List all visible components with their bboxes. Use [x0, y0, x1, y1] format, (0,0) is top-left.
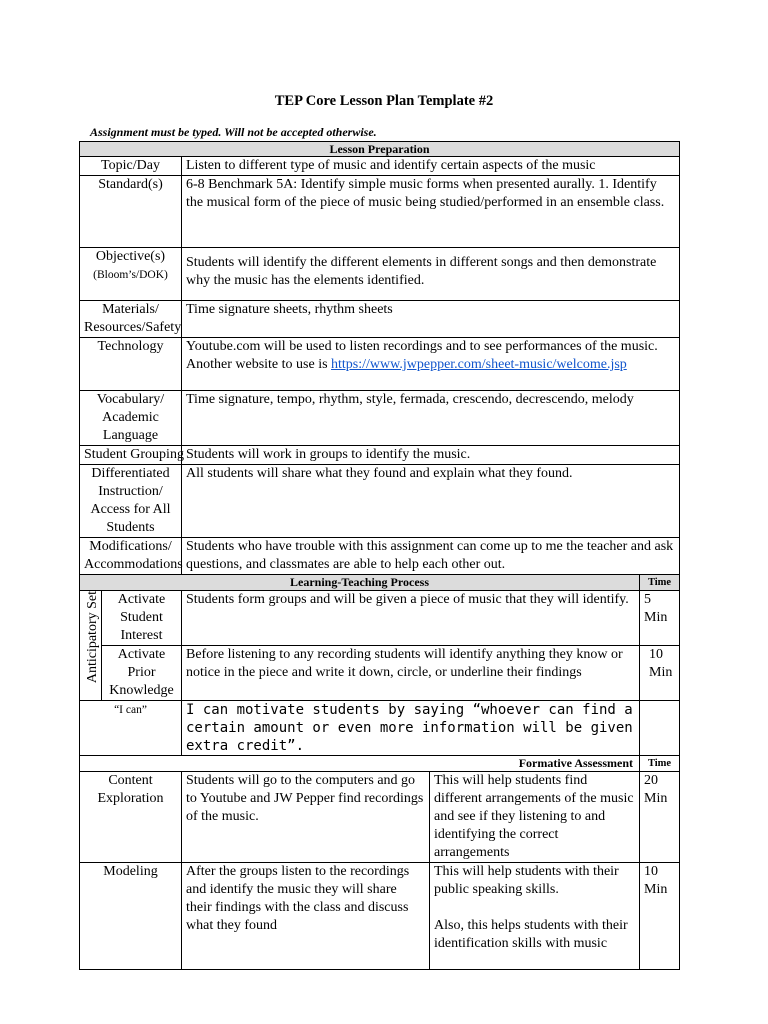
vocabulary-label: Vocabulary/ Academic Language	[80, 391, 182, 446]
content-exploration-row	[80, 772, 680, 863]
materials-text: Time signature sheets, rhythm sheets	[182, 301, 680, 338]
technology-text: Youtube.com will be used to listen recordings and to see performances of the music. Another website to use is	[186, 339, 658, 372]
activate-interest-row	[80, 591, 680, 646]
technology-cell	[182, 338, 680, 391]
typed-notice: Assignment must be typed. Will not be accepted otherwise.	[90, 125, 377, 139]
lesson-preparation-header	[80, 142, 680, 157]
content-exploration-label: Content Exploration	[80, 772, 182, 863]
standards-label: Standard(s)	[80, 176, 182, 248]
materials-label: Materials/ Resources/Safety	[80, 301, 182, 338]
assessment-time-heading: Time	[640, 756, 680, 772]
i-can-time	[640, 701, 680, 756]
activate-interest-text: Students form groups and will be given a piece of music that they will identify.	[182, 591, 640, 646]
anticipatory-set-cell	[80, 591, 102, 701]
objectives-text: Students will identify the different elements in different songs and then demonstrate why the music has the elements identified.	[182, 248, 680, 301]
jwpepper-link[interactable]: https://www.jwpepper.com/sheet-music/welcome.jsp	[331, 357, 627, 372]
differentiated-label: Differentiated Instruction/ Access for All Students	[80, 465, 182, 538]
standards-row	[80, 176, 680, 248]
lesson-preparation-heading: Lesson Preparation	[80, 142, 680, 157]
content-exploration-time: 20 Min	[640, 772, 680, 863]
activate-knowledge-row	[80, 646, 680, 701]
learning-process-header	[80, 575, 680, 591]
paragraph-gap	[434, 899, 635, 917]
technology-label: Technology	[80, 338, 182, 391]
i-can-text: I can motivate students by saying “whoever can find a certain amount or even more information will be given extra credit”.	[182, 701, 640, 756]
page-title: TEP Core Lesson Plan Template #2	[274, 93, 494, 109]
objectives-label-line1: Objective(s)	[95, 249, 166, 264]
grouping-label: Student Grouping	[80, 446, 182, 465]
objectives-label-line2: (Bloom’s/DOK)	[93, 269, 168, 281]
learning-process-heading: Learning-Teaching Process	[80, 575, 640, 591]
differentiated-row	[80, 465, 680, 538]
activate-knowledge-label: Activate Prior Knowledge	[102, 646, 182, 701]
learning-time-heading: Time	[640, 575, 680, 591]
modeling-time: 10 Min	[640, 863, 680, 970]
grouping-text: Students will work in groups to identify the music.	[182, 446, 680, 465]
technology-row	[80, 338, 680, 391]
content-exploration-text: Students will go to the computers and go to Youtube and JW Pepper find recordings of the music.	[182, 772, 430, 863]
topic-row	[80, 157, 680, 176]
activate-knowledge-time: 10 Min	[640, 646, 680, 701]
modeling-row	[80, 863, 680, 970]
topic-label: Topic/Day	[80, 157, 182, 176]
formative-assessment-heading: Formative Assessment	[80, 756, 640, 772]
modeling-assessment-1: This will help students with their public speaking skills.	[434, 864, 619, 897]
topic-text: Listen to different type of music and identify certain aspects of the music	[182, 157, 680, 176]
lesson-plan-table	[79, 141, 680, 970]
i-can-row	[80, 701, 680, 756]
modifications-row	[80, 538, 680, 575]
i-can-label: “I can”	[80, 701, 182, 756]
modeling-assessment-cell	[430, 863, 640, 970]
anticipatory-set-label: Anticipatory Set	[85, 591, 100, 684]
objectives-row	[80, 248, 680, 301]
formative-assessment-header	[80, 756, 680, 772]
standards-text: 6-8 Benchmark 5A: Identify simple music forms when presented aurally. 1. Identify the musical form of the piece of music being studied/performed in an ensemble class.	[182, 176, 680, 248]
vocabulary-row	[80, 391, 680, 446]
differentiated-text: All students will share what they found and explain what they found.	[182, 465, 680, 538]
content-exploration-assessment: This will help students find different arrangements of the music and see if they listening to and identifying the correct arrangements	[430, 772, 640, 863]
vocabulary-text: Time signature, tempo, rhythm, style, fermada, crescendo, decrescendo, melody	[182, 391, 680, 446]
modifications-label: Modifications/ Accommodations	[80, 538, 182, 575]
modeling-text: After the groups listen to the recordings and identify the music they will share their findings with the class and discuss what they found	[182, 863, 430, 970]
activate-interest-label: Activate Student Interest	[102, 591, 182, 646]
modifications-text: Students who have trouble with this assignment can come up to me the teacher and ask questions, and classmates are able to help each other out.	[182, 538, 680, 575]
modeling-label: Modeling	[80, 863, 182, 970]
activate-knowledge-text: Before listening to any recording students will identify anything they know or notice in the piece and write it down, circle, or underline their findings	[182, 646, 640, 701]
materials-row	[80, 301, 680, 338]
objectives-label	[80, 248, 182, 301]
modeling-assessment-2: Also, this helps students with their identification skills with music	[434, 918, 628, 951]
grouping-row	[80, 446, 680, 465]
activate-interest-time: 5 Min	[640, 591, 680, 646]
